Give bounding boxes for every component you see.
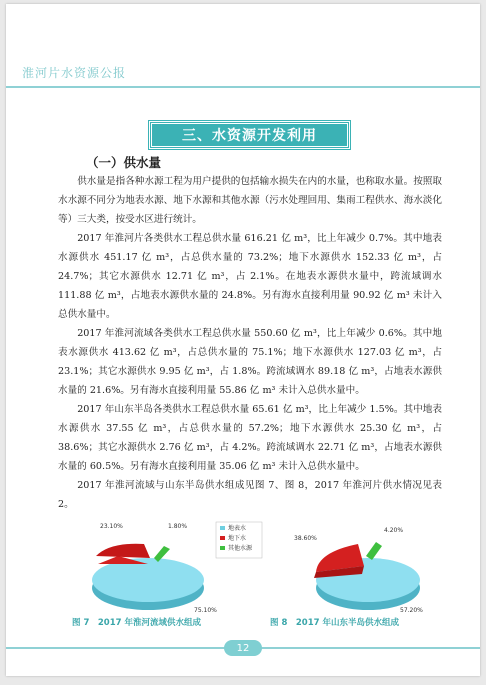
fig8-label-surface: 57.20% bbox=[400, 607, 423, 614]
pie-charts-svg bbox=[58, 516, 442, 616]
figure8-pie bbox=[294, 527, 423, 614]
figure8-caption: 图 8 2017 年山东半岛供水组成 bbox=[270, 618, 399, 628]
fig7-slice-ground-top bbox=[96, 544, 150, 558]
legend-label-ground: 地下水 bbox=[228, 535, 247, 542]
fig7-label-surface: 75.10% bbox=[194, 607, 217, 614]
fig8-label-other: 4.20% bbox=[384, 527, 404, 534]
fig7-label-ground: 23.10% bbox=[100, 523, 123, 530]
legend-swatch-surface bbox=[220, 526, 225, 530]
legend-swatch-ground bbox=[220, 536, 225, 540]
legend-label-surface: 地表水 bbox=[228, 525, 247, 532]
charts-area bbox=[58, 516, 442, 631]
section-title: 三、水资源开发利用 bbox=[182, 128, 317, 144]
legend bbox=[216, 522, 262, 558]
section-title-box bbox=[149, 121, 350, 149]
fig7-label-other: 1.80% bbox=[168, 523, 188, 530]
running-header: 淮河片水资源公报 bbox=[22, 66, 127, 80]
fig7-slice-surface bbox=[92, 558, 204, 602]
paragraph-huaihe-basin: 2017 年淮河流域各类供水工程总供水量 550.60 亿 m³，比上年减少 0.6%。其中地表水源供水 413.62 亿 m³，占总供水量的 75.1%；地下水源供水 127.03 亿 m³，占 23.1%；其它水源供水 9.95 亿 m³，占 1.8%。跨流域调水 89.18 亿 m³，占地表水源供水量的 21.6%。另有海水直接利用量 55.86 亿 m³ 未计入总供水量中。 bbox=[58, 328, 442, 396]
figure7-caption: 图 7 2017 年淮河流域供水组成 bbox=[72, 618, 201, 628]
page-number: 12 bbox=[224, 640, 262, 656]
subsection-title: （一）供水量 bbox=[86, 155, 162, 170]
legend-swatch-other bbox=[220, 546, 225, 550]
fig8-slice-other bbox=[366, 542, 382, 560]
header-rule bbox=[6, 86, 480, 88]
figure7-pie bbox=[92, 523, 217, 614]
paragraph-huaihe-region: 2017 年淮河片各类供水工程总供水量 616.21 亿 m³，比上年减少 0.7%。其中地表水源供水 451.17 亿 m³，占总供水量的 73.2%；地下水源供水 152.33 亿 m³，占 24.7%；其它水源供水 12.71 亿 m³，占 2.1%。在地表水源供水量中，跨流域调水 111.88 亿 m³，占地表水源供水量的 24.8%。另有海水直接利用量 90.92 亿 m³ 未计入总供水量中。 bbox=[58, 233, 442, 320]
paragraph-definition: 供水量是指各种水源工程为用户提供的包括输水损失在内的水量，也称取水量。按照取水水源不同分为地表水源、地下水源和其他水源（污水处理回用、集雨工程供水、海水淡化等）三大类，按受水区进行统计。 bbox=[58, 176, 442, 225]
page bbox=[6, 4, 480, 676]
body-text bbox=[58, 172, 442, 514]
fig8-label-ground: 38.60% bbox=[294, 535, 317, 542]
paragraph-shandong: 2017 年山东半岛各类供水工程总供水量 65.61 亿 m³，比上年减少 1.5%。其中地表水源供水 37.55 亿 m³，占总供水量的 57.2%；地下水源供水 25.30 亿 m³，占 38.6%；其它水源供水 2.76 亿 m³，占 4.2%。跨流域调水 22.71 亿 m³，占地表水源供水量的 60.5%。另有海水直接利用量 35.06 亿 m³ 未计入总供水量中。 bbox=[58, 404, 442, 472]
legend-label-other: 其他水源 bbox=[228, 545, 253, 552]
paragraph-figure-ref: 2017 年淮河流域与山东半岛供水组成见图 7、图 8，2017 年淮河片供水情况见表 2。 bbox=[58, 480, 442, 510]
